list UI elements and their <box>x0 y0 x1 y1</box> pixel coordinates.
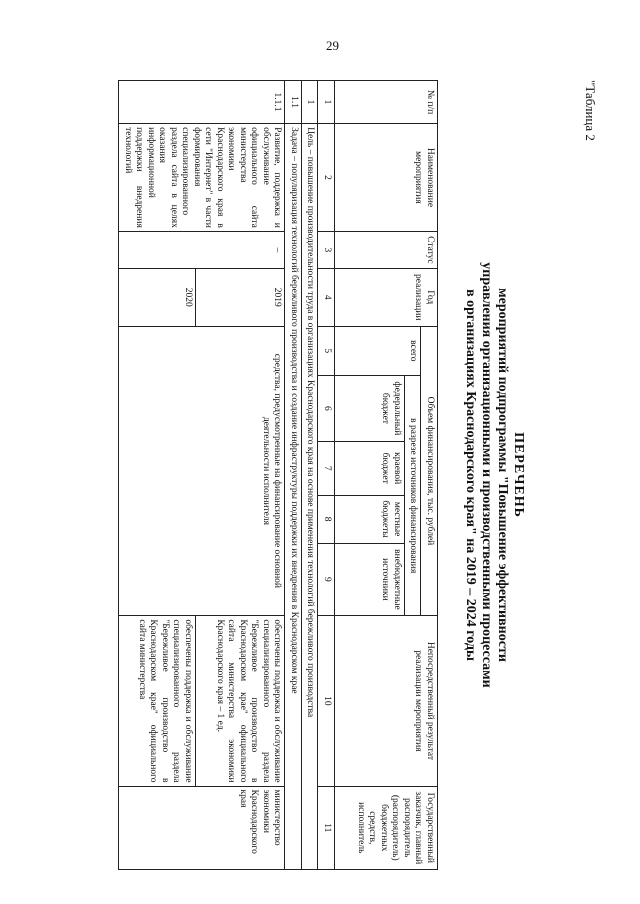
col-number: 9 <box>318 543 335 616</box>
title-line-3: управления организационными и производственными процессами <box>479 262 494 688</box>
header-volume: Объем финансирования, тыс. рублей <box>421 326 438 616</box>
item-financing: средства, предусмотренные на финансирование основной деятельности исполнителя <box>119 326 285 616</box>
header-local: местные бюджеты <box>335 495 405 543</box>
header-total: всего <box>335 326 422 376</box>
col-number: 4 <box>318 268 335 326</box>
item-year: 2020 <box>119 268 195 326</box>
header-name: Наименование мероприятия <box>335 124 438 232</box>
goal-num: 1 <box>302 81 319 124</box>
col-number: 2 <box>318 124 335 232</box>
col-number: 10 <box>318 616 335 786</box>
title-line-2: мероприятий подпрограммы "Повышение эффективности <box>495 288 510 662</box>
item-num: 1.1.1 <box>119 81 285 124</box>
header-by-sources: в разрезе источников финансирования <box>405 376 422 616</box>
col-number: 8 <box>318 495 335 543</box>
measures-table <box>119 80 439 870</box>
document-title <box>462 80 526 870</box>
column-numbers-row <box>318 81 335 870</box>
header-num: № п/п <box>335 81 438 124</box>
header-year: Год реализации <box>335 268 438 326</box>
goal-text: Цель – повышение производительности труда в организациях Краснодарского края на основе применения технологий бережливого производства <box>302 124 319 870</box>
col-number: 5 <box>318 326 335 376</box>
col-number: 1 <box>318 81 335 124</box>
table-label: "Таблица 2 <box>583 80 598 141</box>
header-federal: федеральный бюджет <box>335 376 405 442</box>
item-row-2019 <box>195 81 285 870</box>
col-number: 11 <box>318 786 335 869</box>
title-line-4: в организациях Краснодарского края" на 2019 – 2024 годы <box>463 289 478 661</box>
header-result: Непосредственный результат реализации мероприятия <box>335 616 438 786</box>
task-num: 1.1 <box>285 81 302 124</box>
title-line-1: ПЕРЕЧЕНЬ <box>511 432 526 518</box>
item-result: обеспечены поддержка и обслуживание специализированного раздела "Бережливое производство в Краснодарском крае" официального сайта министерства <box>119 616 195 786</box>
item-customer: министерство экономики Краснодарского края <box>119 786 285 869</box>
header-customer: Государственный заказчик, главный распорядитель (распорядитель) бюджетных средств, исполнитель <box>335 786 438 869</box>
task-text: Задача – популяризация технологий бережливого производства и создание инфраструктуры поддержки их внедрения в Краснодарском крае <box>285 124 302 870</box>
goal-row <box>302 81 319 870</box>
header-row-1 <box>421 81 438 870</box>
rotated-page-content <box>68 80 598 870</box>
item-status: – <box>119 231 285 268</box>
header-regional: краевой бюджет <box>335 441 405 495</box>
task-row <box>285 81 302 870</box>
item-name: Развитие, поддержка и обслуживание официального сайта министерства экономики Краснодарского края в сети "Интернет" в части формирования специализированного раздела сайта в целях оказания информационной поддержки внедрения технологий <box>119 124 285 232</box>
item-result: обеспечены поддержка и обслуживание специализированного раздела "Бережливое производство в Краснодарском крае" официального сайта министерства экономики Краснодарского края – 1 ед. <box>195 616 285 786</box>
header-status: Статус <box>335 231 438 268</box>
col-number: 7 <box>318 441 335 495</box>
header-offbudget: внебюджетные источники <box>335 543 405 616</box>
col-number: 3 <box>318 231 335 268</box>
col-number: 6 <box>318 376 335 442</box>
page-number: 29 <box>326 38 339 53</box>
item-year: 2019 <box>195 268 285 326</box>
